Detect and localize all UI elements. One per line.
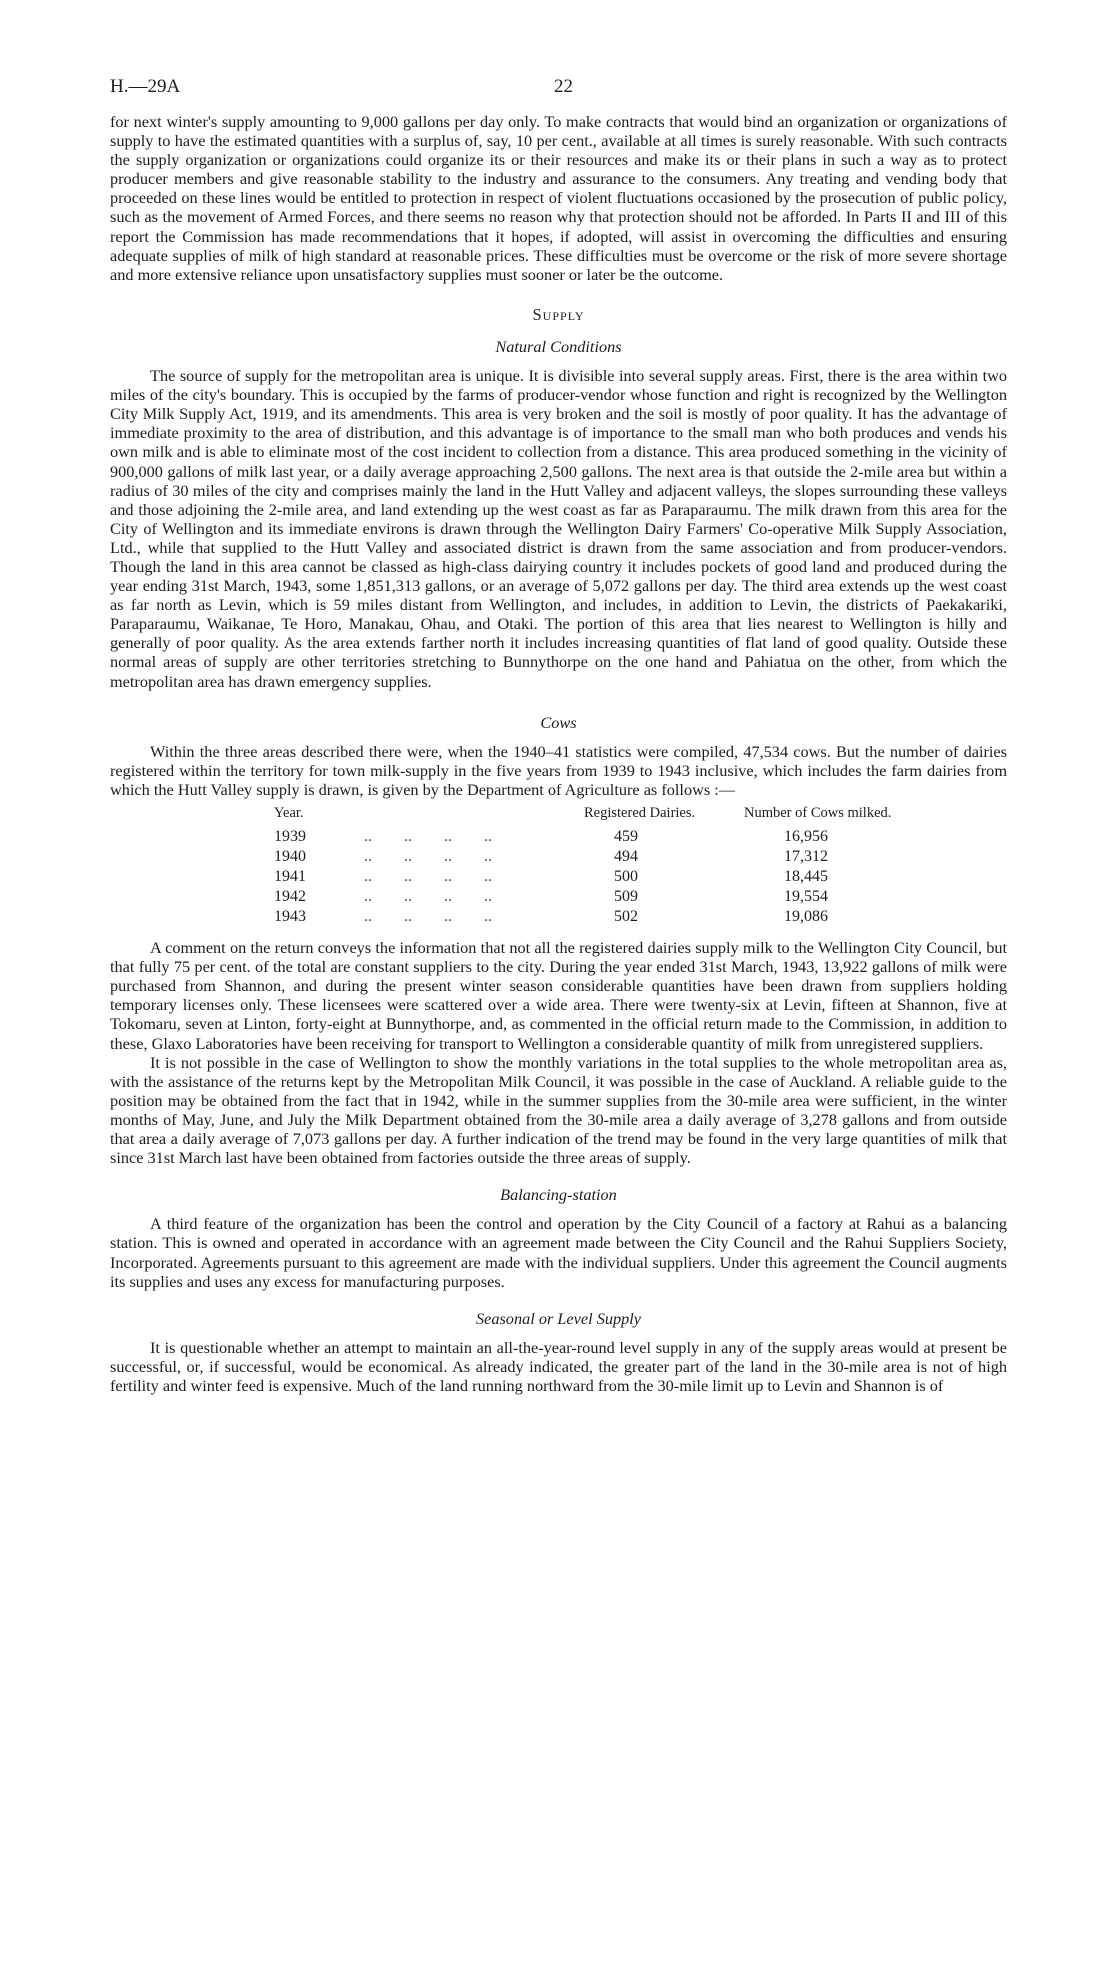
table-row <box>270 846 954 866</box>
monthly-variation-paragraph: It is not possible in the case of Wellington to show the monthly variations in the total supplies to the whole metropolitan area as, with the assistance of the returns kept by the Metropolitan Milk Council, it was possible in the case of Auckland. A reliable guide to the position may be obtained from the fact that in 1942, while in the summer supplies from the 30-mile area were sufficient, in the winter months of May, June, and July the Milk Department obtained from the 30-mile area a daily average of 3,278 gallons and from outside that area a daily average of 7,073 gallons per day. A further indication of the trend may be found in the very large quantities of milk that since 31st March last have been obtained from factories outside the three areas of supply. <box>110 1052 1007 1168</box>
cell-leader-dots: .. .. .. .. <box>364 867 492 885</box>
cell-registered-dairies: 494 <box>614 847 638 865</box>
document-reference: H.—29A <box>110 76 181 97</box>
cell-registered-dairies: 459 <box>614 827 638 845</box>
cell-leader-dots: .. .. .. .. <box>364 887 492 905</box>
dairies-table <box>270 804 954 926</box>
column-header-cows-milked: Number of Cows milked. <box>744 805 892 821</box>
cell-year: 1941 <box>274 867 306 885</box>
cell-leader-dots: .. .. .. .. <box>364 847 492 865</box>
cell-year: 1940 <box>274 847 306 865</box>
page-number: 22 <box>554 76 573 97</box>
section-heading-supply: Supply <box>532 304 585 324</box>
cell-cows-milked: 19,554 <box>784 887 828 905</box>
cows-intro-paragraph: Within the three areas described there were, when the 1940–41 statistics were compiled, 47,534 cows. But the number of dairies registered within the territory for town milk-supply in the five years from 1939 to 1943 inclusive, which includes the farm dairies from which the Hutt Valley supply is drawn, is given by the Department of Agriculture as follows :— <box>110 741 1007 799</box>
page-body <box>110 112 1007 1395</box>
table-row <box>270 866 954 886</box>
cows-comment-paragraph: A comment on the return conveys the information that not all the registered dairies supply milk to the Wellington City Council, but that fully 75 per cent. of the total are constant suppliers to the city. During the year ended 31st March, 1943, 13,922 gallons of milk were purchased from Shannon, and during the present winter season considerable quantities have been drawn from suppliers holding temporary licenses only. These licensees were scattered over a wide area. There were twenty-six at Levin, fifteen at Shannon, five at Tokomaru, seven at Linton, forty-eight at Bunnythorpe, and, as commented in the official return made to the Commission, in addition to these, Glaxo Laboratories have been receiving for transport to Wellington a considerable quantity of milk from unregistered suppliers. <box>110 938 1007 1053</box>
column-header-spacer <box>364 804 584 826</box>
page-header <box>110 76 1000 106</box>
column-header-year: Year. <box>274 805 304 821</box>
subheading-balancing-station: Balancing-station <box>500 1185 617 1205</box>
subheading-cows: Cows <box>540 712 577 732</box>
cell-registered-dairies: 502 <box>614 907 638 925</box>
intro-paragraph: for next winter's supply amounting to 9,000 gallons per day only. To make contracts that would bind an organization or organizations of supply to have the estimated quantities with a surplus of, say, 10 per cent., available at all times is surely reasonable. With such contracts the supply organization or organizations could organize its or their resources and make its or their plans in such a way as to protect producer members and give reasonable stability to the industry and assurance to the consumers. Any treating and vending body that proceeded on these lines would be entitled to protection in respect of violent fluctuations occasioned by the prosecution of public policy, such as the movement of Armed Forces, and there seems no reason why that protection should not be afforded. In Parts II and III of this report the Commission has made recommendations that it hopes, if adopted, will assist in overcoming the difficulties and ensuring adequate supplies of milk of high standard at reasonable prices. These difficulties must be overcome or the risk of more severe shortage and more extensive reliance upon unsatisfactory supplies must sooner or later be the outcome. <box>110 112 1007 284</box>
table-header-row <box>270 804 954 826</box>
cell-year: 1942 <box>274 887 306 905</box>
natural-conditions-paragraph: The source of supply for the metropolitan area is unique. It is divisible into several supply areas. First, there is the area within two miles of the city's boundary. This is occupied by the farms of producer-vendor whose function and right is recognized by the Wellington City Milk Supply Act, 1919, and its amendments. This area is very broken and the soil is mostly of poor quality. It has the advantage of immediate proximity to the area of distribution, and this advantage is of importance to the small man who both produces and vends his own milk and is able to eliminate most of the cost incident to collection from a distance. This area produced something in the vicinity of 900,000 gallons of milk last year, or a daily average approaching 2,500 gallons. The next area is that outside the 2-mile area but within a radius of 30 miles of the city and comprises mainly the land in the Hutt Valley and adjacent valleys, the slopes surrounding these valleys and those adjoining the 2-mile area, and land extending up the west coast as far as Paraparaumu. The milk drawn from this area for the City of Wellington and its immediate environs is drawn through the Wellington Dairy Farmers' Co-operative Milk Supply Association, Ltd., while that supplied to the Hutt Valley and associated district is drawn from the same association and from producer-vendors. Though the land in this area cannot be classed as high-class dairying country it includes pockets of good land and produced during the year ending 31st March, 1943, some 1,851,313 gallons, or an average of 5,072 gallons per day. The third area extends up the west coast as far north as Levin, which is 59 miles distant from Wellington, and includes, in addition to Levin, the districts of Paekakariki, Paraparaumu, Waikanae, Te Horo, Manakau, Ohau, and Otaki. The portion of this area that lies nearest to Wellington is hilly and generally of poor quality. As the area extends farther north it includes increasing quantities of flat land of good quality. Outside these normal areas of supply are other territories stretching to Bunnythorpe on the one hand and Pahiatua on the other, from which the metropolitan area has drawn emergency supplies. <box>110 366 1007 691</box>
balancing-station-paragraph: A third feature of the organization has been the control and operation by the City Council of a factory at Rahui as a balancing station. This is owned and operated in accordance with an agreement made between the City Council and the Rahui Suppliers Society, Incorporated. Agreements pursuant to this agreement are made with the individual suppliers. Under this agreement the Council augments its supplies and uses any excess for manufacturing purposes. <box>110 1214 1007 1291</box>
table-row <box>270 826 954 846</box>
cell-year: 1943 <box>274 907 306 925</box>
subheading-natural-conditions: Natural Conditions <box>495 336 622 356</box>
cell-registered-dairies: 500 <box>614 867 638 885</box>
cell-cows-milked: 17,312 <box>784 847 828 865</box>
cell-cows-milked: 18,445 <box>784 867 828 885</box>
seasonal-supply-paragraph: It is questionable whether an attempt to maintain an all-the-year-round level supply in any of the supply areas would at present be successful, or, if successful, would be economical. As already indicated, the greater part of the land in the 30-mile area is not of high fertility and winter feed is expensive. Much of the land running northward from the 30-mile limit up to Levin and Shannon is of <box>110 1337 1007 1395</box>
cell-registered-dairies: 509 <box>614 887 638 905</box>
cell-leader-dots: .. .. .. .. <box>364 827 492 845</box>
cell-cows-milked: 19,086 <box>784 907 828 925</box>
cell-year: 1939 <box>274 827 306 845</box>
column-header-registered-dairies: Registered Dairies. <box>584 805 696 821</box>
table-row <box>270 886 954 906</box>
subheading-seasonal-supply: Seasonal or Level Supply <box>475 1308 642 1328</box>
cell-leader-dots: .. .. .. .. <box>364 907 492 925</box>
table-row <box>270 906 954 926</box>
cell-cows-milked: 16,956 <box>784 827 828 845</box>
